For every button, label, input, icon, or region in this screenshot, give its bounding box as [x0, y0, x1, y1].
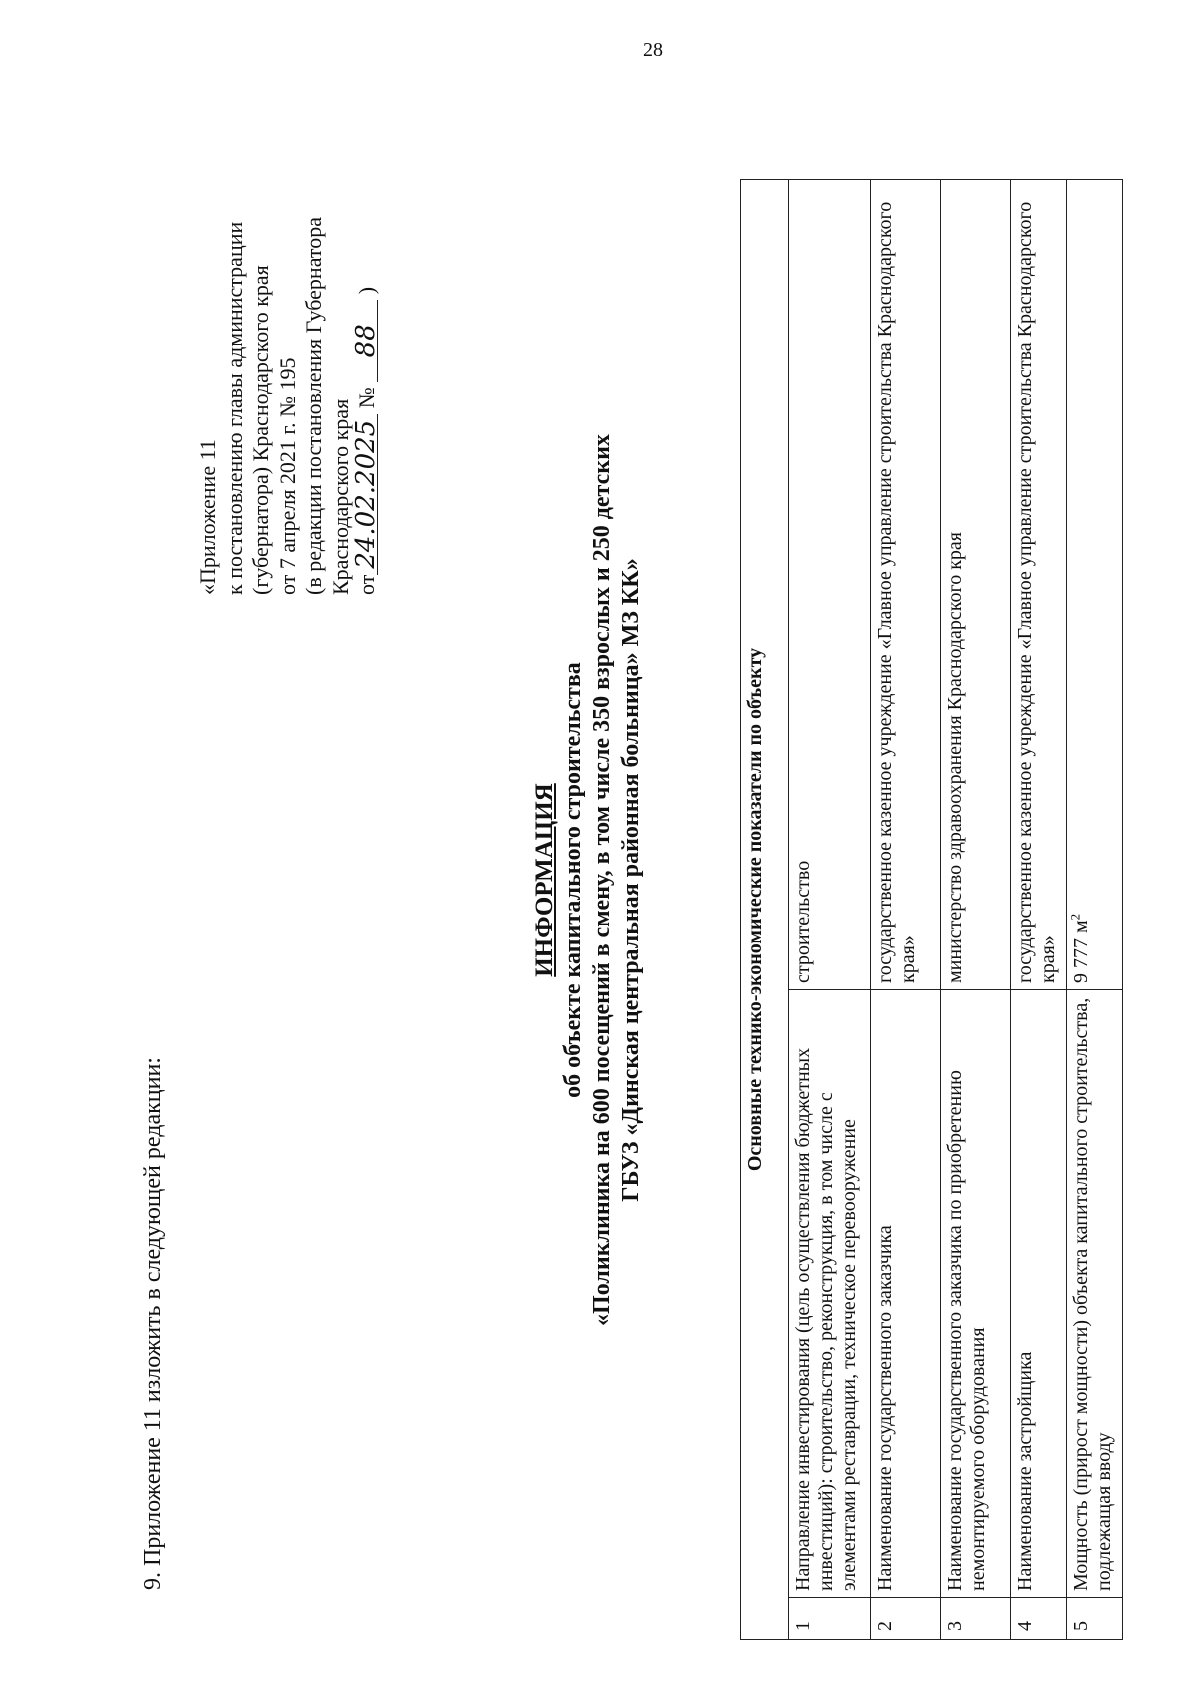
- rotated-content: [100, 50, 1130, 1670]
- unit-exponent: 2: [1067, 913, 1083, 921]
- row-label: Мощность (прирост мощности) объекта капитального строительства, подлежащая вводу: [1067, 990, 1123, 1598]
- table-row: [1011, 180, 1067, 1640]
- row-value: [1067, 180, 1123, 990]
- intro-line: 9. Приложение 11 изложить в следующей редакции:: [140, 1057, 166, 1590]
- row-label: Наименование государственного заказчика по приобретению немонтируемого оборудования: [941, 990, 1011, 1598]
- table-row: [871, 180, 941, 1640]
- capacity-value: 9 777 м: [1070, 920, 1092, 983]
- appendix-line-7: [351, 217, 381, 595]
- document-title: [530, 300, 646, 1460]
- row-number: 3: [941, 1598, 1011, 1640]
- appendix-line-1: «Приложение 11: [195, 439, 220, 595]
- appendix-line-5: (в редакции постановления Губернатора: [301, 217, 326, 595]
- row-label: Направление инвестирования (цель осуществления бюджетных инвестиций): строительство, реконструкция, в том числе с элементами реставрации, техническое перевооружение: [789, 990, 871, 1598]
- table-row: [1067, 180, 1123, 1640]
- title-heading: ИНФОРМАЦИЯ: [531, 783, 558, 977]
- from-prefix: от: [354, 574, 379, 595]
- number-prefix: №: [354, 387, 379, 409]
- indicators-table: [740, 179, 1123, 1640]
- table-row: [789, 180, 871, 1640]
- row-number: 1: [789, 1598, 871, 1640]
- row-number: 2: [871, 1598, 941, 1640]
- appendix-line-4: от 7 апреля 2021 г. № 195: [274, 357, 300, 595]
- row-value: министерство здравоохранения Краснодарского края: [941, 180, 1011, 990]
- handwritten-number: 88: [355, 300, 378, 382]
- handwritten-date: 24.02.2025: [355, 414, 378, 575]
- row-value: государственное казенное учреждение «Главное управление строительства Краснодарского края»: [1011, 180, 1067, 990]
- appendix-line-2: к постановлению главы администрации: [221, 221, 247, 595]
- row-label: Наименование застройщика: [1011, 990, 1067, 1598]
- title-subheading: об объекте капитального строительства: [560, 662, 586, 1098]
- table-header: Основные технико-экономические показатели по объекту: [741, 180, 789, 1640]
- title-object-name: «Поликлиника на 600 посещений в смену, в том числе 350 взрослых и 250 детских: [589, 434, 615, 1326]
- table-header-row: [741, 180, 789, 1640]
- page-number: 28: [643, 39, 663, 61]
- row-value: государственное казенное учреждение «Главное управление строительства Краснодарского края»: [871, 180, 941, 990]
- table-row: [941, 180, 1011, 1640]
- row-label: Наименование государственного заказчика: [871, 990, 941, 1598]
- appendix-line-3: (губернатора) Краснодарского края: [248, 265, 273, 595]
- title-institution: ГБУЗ «Динская центральная районная больница» МЗ КК»: [618, 558, 644, 1202]
- appendix-line-6: Краснодарского края: [327, 398, 353, 595]
- closing-paren: ): [354, 286, 379, 295]
- row-number: 4: [1011, 1598, 1067, 1640]
- row-number: 5: [1067, 1598, 1123, 1640]
- row-value: строительство: [789, 180, 871, 990]
- appendix-reference: [195, 217, 381, 595]
